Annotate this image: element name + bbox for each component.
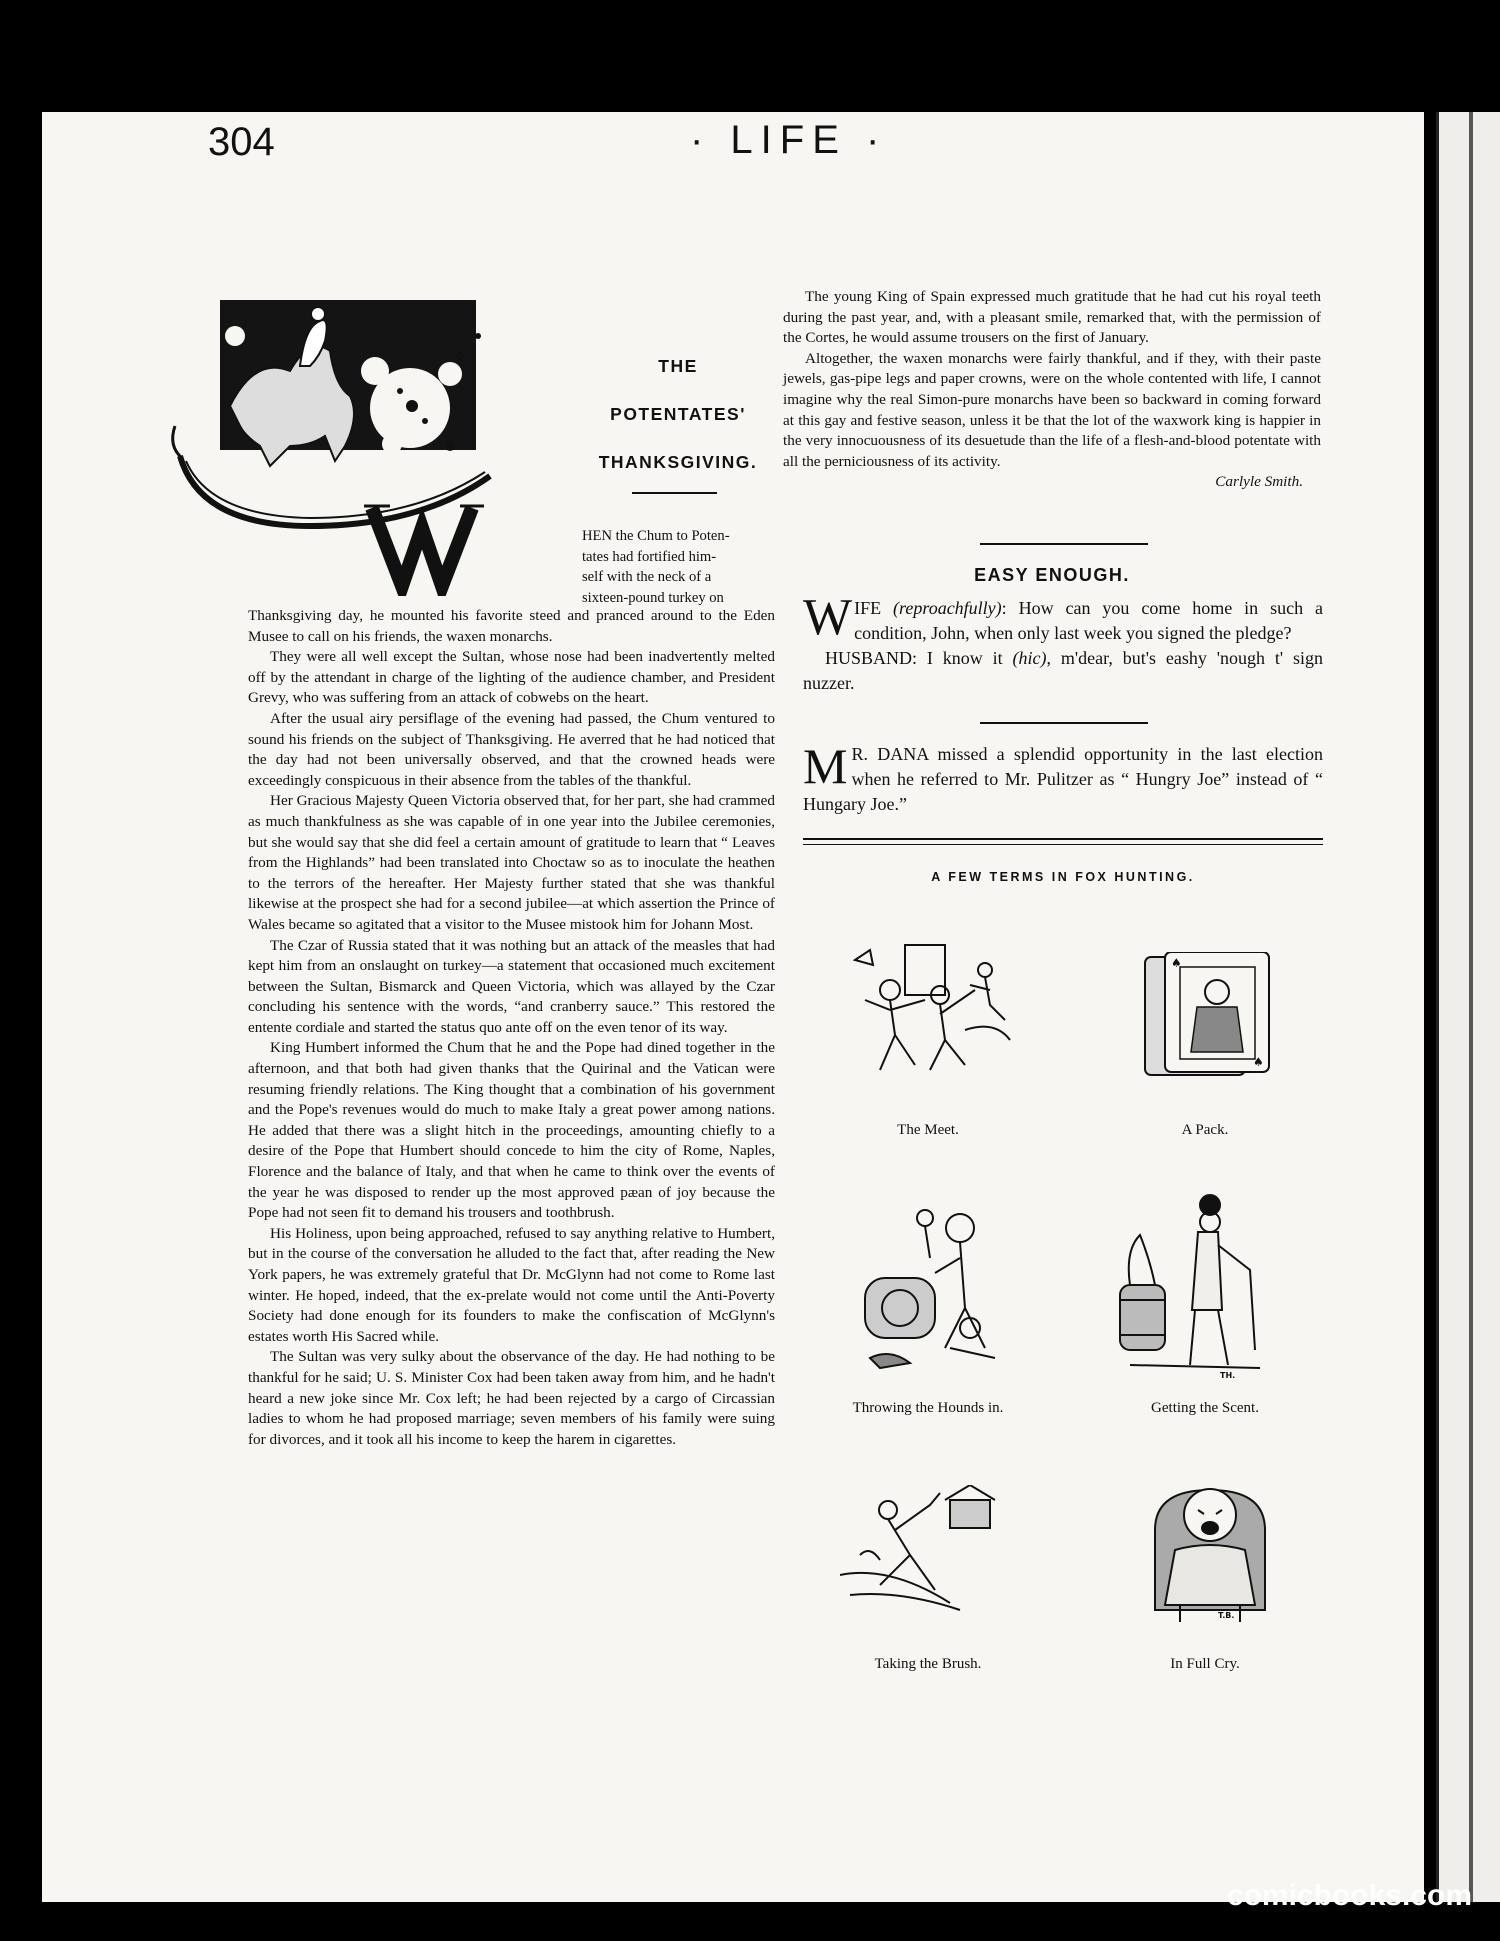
article-paragraph: The young King of Spain expressed much gratitude that he had cut his royal teeth during the past year, and, with a pleasant smile, remarked that, with the permission of the Cortes, he would assume trousers on the first of January.	[783, 288, 1321, 347]
section-rule	[980, 543, 1148, 545]
rocking-horse-illustration	[160, 296, 580, 596]
caption-taking-brush: Taking the Brush.	[874, 1656, 982, 1672]
intro-line: sixteen-pound turkey on	[582, 589, 724, 606]
article-paragraph: King Humbert informed the Chum that he and the Pope had dined together in the afternoon, and that both had given thanks that the Quirinal and the Vatican were resuming friendly relations. The King thought that a combination of his government and the Pope's revenues would do much to make Italy a great power among nations. He added that there was a slight hitch in the proceedings, amounting chiefly to a desire of the Pope that Humbert should concede to him the city of Rome, Naples, Florence and the balance of Italy, and that when he came to think over the events of the year he was disposed to render up the most approved pæan of joy because the Pope had not seen fit to demand his trousers and toothbrush.	[248, 1039, 775, 1222]
article-paragraph: Her Gracious Majesty Queen Victoria observed that, for her part, she had crammed as much thankfulness as she was capable of in one year into the Jubilee ceremonies, but she would say that she did feel a certain amount of gratitude to learn that “ Leaves from the Highlands” had been translated into Choctaw so as to inoculate the heathen to the terrors of the hereafter. Her Majesty further stated that she was thankful likewise at the prospect she had for a second jubilee—at which assertion the Prince of Wales became so agitated that a visitor to the Musee mistook him for Johann Most.	[248, 792, 775, 933]
intro-line: HEN the Chum to Poten-	[582, 528, 730, 544]
headline-rule	[632, 492, 717, 494]
in-full-cry-cartoon	[1140, 1470, 1280, 1630]
wife-label: IFE	[854, 598, 882, 618]
husband-text: : I know it	[912, 648, 1003, 668]
article-paragraph: They were all well except the Sultan, whose nose had been inadvertently melted off by the attendant in charge of the lighting of the audience chamber, and President Grevy, who was suffering from an attack of cobwebs on the heart.	[248, 648, 775, 707]
masthead: · LIFE ·	[690, 118, 888, 162]
easy-enough-body	[803, 589, 1324, 696]
caption-getting-scent: Getting the Scent.	[1151, 1400, 1259, 1416]
watermark: comicbooks.com	[1226, 1879, 1472, 1912]
next-page-edge	[1436, 112, 1500, 1902]
husband-line	[803, 646, 1323, 696]
dropcap-w: W	[803, 589, 853, 646]
caption-in-full-cry: In Full Cry.	[1170, 1656, 1240, 1672]
easy-enough-title: EASY ENOUGH.	[974, 565, 1130, 585]
dana-text: R. DANA missed a splendid opportunity in the last election when he referred to Mr. Pulitzer as “ Hungry Joe” instead of “ Hungary Joe.”	[803, 744, 1323, 814]
headline-line: THANKSGIVING.	[598, 452, 758, 472]
getting-scent-cartoon	[1110, 1190, 1280, 1380]
husband-direction: (hic)	[1012, 648, 1047, 668]
the-meet-cartoon	[845, 940, 1015, 1080]
throwing-hounds-cartoon	[850, 1198, 1010, 1378]
wife-line	[803, 589, 1324, 646]
article-paragraph: Thanksgiving day, he mounted his favorite steed and pranced around to the Eden Musee to call on his friends, the waxen monarchs.	[248, 607, 775, 645]
double-rule	[803, 838, 1323, 840]
article-paragraph: The Czar of Russia stated that it was nothing but an attack of the measles that had kept him from an onslaught on turkey—a statement that occasioned much excitement between the Sultan, Bismarck and Queen Victoria, which was allayed by the Czar concluding his sentence with the words, “and cranberry sauce.” This restored the entente cordiale and started the status quo ante off on the even tenor of its way.	[248, 936, 775, 1036]
wife-text: : How can you come home in such a condition, John, when only last week you signed the pledge?	[854, 598, 1324, 643]
wife-direction: (reproachfully)	[893, 598, 1002, 618]
dropcap-m: M	[803, 738, 848, 794]
taking-brush-cartoon	[840, 1485, 1020, 1615]
headline-line: POTENTATES'	[610, 404, 746, 424]
headline-line: THE	[658, 356, 698, 376]
article-body-right	[783, 287, 1321, 493]
section-rule	[980, 722, 1148, 724]
husband-label: HUSBAND	[825, 648, 913, 668]
article-paragraph: After the usual airy persiflage of the evening had passed, the Chum ventured to sound his friends on the subject of Thanksgiving. He averred that he had noticed that the day had not been universally observed, and that the crowned heads were exceedingly conspicuous in their absence from the tables of the thankful.	[248, 709, 775, 789]
article-paragraph: The Sultan was very sulky about the observance of the day. He had nothing to be thankful for he said; U. S. Minister Cox had been taken away from him, and he hadn't heard a new joke since Mr. Cox left; he had been rejected by a cargo of Circassian ladies to whom he had proposed marriage; seven members of his family were suing for divorces, and it took all his income to keep the harem in cigarettes.	[248, 1348, 775, 1448]
article-paragraph: Altogether, the waxen monarchs were fairly thankful, and if they, with their paste jewels, gas-pipe legs and paper crowns, were on the whole contented with life, I cannot imagine why the real Simon-pure monarchs have been so backward in coming forward at this gay and festive season, unless it be that the lot of the waxwork king is happier in the very innocuousness of its desuetude than the life of a flesh-and-blood potentate with all the perniciousness of its activity.	[783, 349, 1321, 470]
article-headline	[588, 342, 768, 486]
caption-throwing-hounds: Throwing the Hounds in.	[852, 1400, 1004, 1416]
caption-a-pack: A Pack.	[1181, 1122, 1229, 1138]
intro-line: self with the neck of a	[582, 569, 712, 586]
article-signature: Carlyle Smith.	[1215, 473, 1303, 491]
article-body-left	[248, 606, 775, 1450]
dana-paragraph	[803, 738, 1323, 817]
svg-text:TH.: TH.	[1220, 1371, 1236, 1380]
article-paragraph: His Holiness, upon being approached, refused to say anything relative to Humbert, but in the course of the conversation he alluded to the fact that, after reading the New York papers, he was extremely grateful that Dr. McGlynn had not come to Rome last winter. He hoped, indeed, that the ex-prelate would not come until the Anti-Poverty Society had done enough for its founders to make the confiscation of McGlynn's estates worth His Sacred while.	[248, 1224, 775, 1345]
a-pack-cartoon	[1135, 952, 1285, 1082]
article-intro	[582, 526, 775, 608]
fox-hunting-title: A FEW TERMS IN FOX HUNTING.	[931, 870, 1195, 884]
svg-text:♠: ♠	[1253, 1055, 1264, 1069]
svg-text:♠: ♠	[1171, 956, 1182, 970]
svg-text:T.B.: T.B.	[1218, 1611, 1235, 1620]
husband-text: , m'dear, but's eashy 'nough t' sign nuzzer.	[803, 648, 1324, 693]
page-number: 304	[208, 120, 275, 164]
intro-line: tates had fortified him-	[582, 548, 717, 565]
caption-the-meet: The Meet.	[897, 1122, 959, 1138]
double-rule	[803, 844, 1323, 845]
